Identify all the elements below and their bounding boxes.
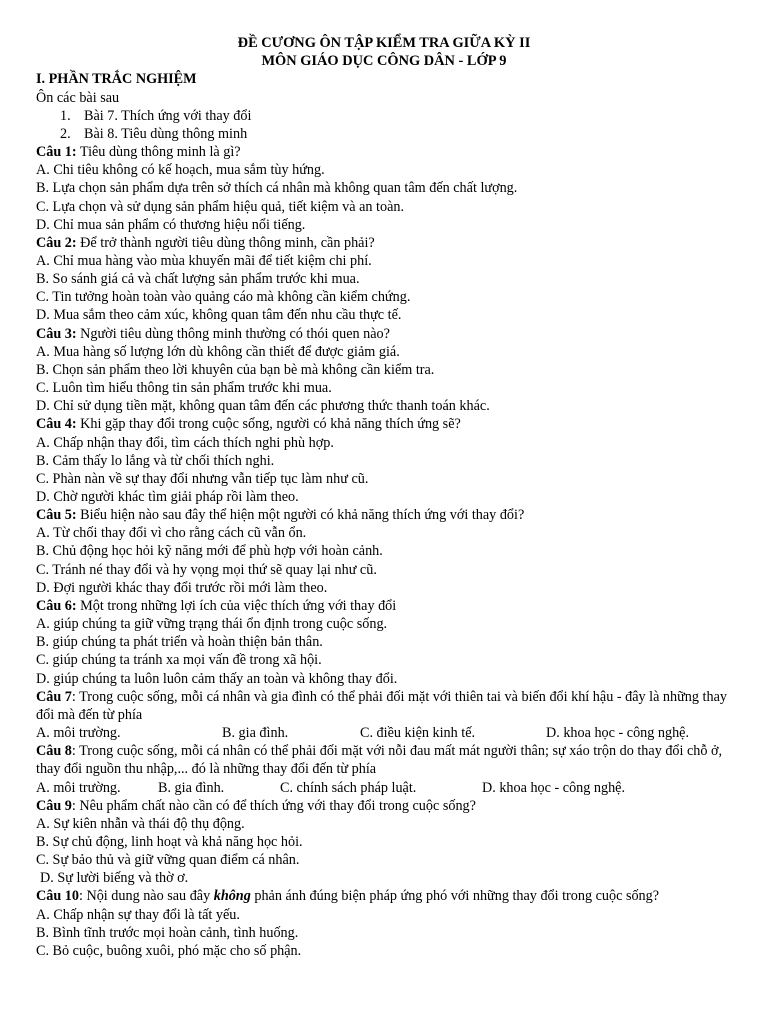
title-line-1: ĐỀ CƯƠNG ÔN TẬP KIỂM TRA GIỮA KỲ II	[237, 35, 531, 51]
q1-option-b: B. Lựa chọn sản phẩm dựa trên sở thích cá nhân mà không quan tâm đến chất lượng.	[36, 180, 518, 197]
q4-option-b: B. Cảm thấy lo lắng và từ chối thích nghi.	[36, 452, 275, 469]
q7-option-b: B. gia đình.	[222, 725, 289, 742]
q2-option-a: A. Chỉ mua hàng vào mùa khuyến mãi để tiết kiệm chi phí.	[36, 252, 372, 269]
q3-option-c: C. Luôn tìm hiểu thông tin sản phẩm trước khi mua.	[36, 380, 332, 397]
q10-option-b: B. Bình tĩnh trước mọi hoàn cảnh, tình huống.	[36, 924, 299, 941]
q4-option-c: C. Phàn nàn về sự thay đổi nhưng vẫn tiếp tục làm như cũ.	[36, 470, 369, 487]
q8-option-a: A. môi trường.	[36, 779, 121, 796]
question-4: Câu 4: Khi gặp thay đổi trong cuộc sống, người có khả năng thích ứng sẽ?	[36, 416, 461, 433]
q7-option-c: C. điều kiện kinh tế.	[360, 725, 476, 742]
q8-option-b: B. gia đình.	[158, 779, 225, 796]
q6-option-a: A. giúp chúng ta giữ vững trạng thái ổn định trong cuộc sống.	[36, 616, 388, 633]
q8-option-d: D. khoa học - công nghệ.	[482, 779, 626, 796]
q5-option-b: B. Chủ động học hỏi kỹ năng mới để phù hợp với hoàn cảnh.	[36, 543, 383, 560]
intro-text: Ôn các bài sau	[36, 89, 120, 106]
q5-option-a: A. Từ chối thay đổi vì cho rằng cách cũ vẫn ổn.	[36, 525, 307, 542]
q7-options	[36, 724, 732, 742]
q3-option-d: D. Chỉ sử dụng tiền mặt, không quan tâm đến các phương thức thanh toán khác.	[36, 398, 490, 415]
question-7: Câu 7: Trong cuộc sống, mỗi cá nhân và gia đình có thể phải đối mặt với thiên tai và biến đổi khí hậu - đây là những thay đổi mà đến từ phía	[36, 688, 727, 723]
q5-option-c: C. Tránh né thay đổi và hy vọng mọi thứ sẽ quay lại như cũ.	[36, 561, 377, 578]
q10-option-c: C. Bỏ cuộc, buông xuôi, phó mặc cho số phận.	[36, 942, 302, 959]
q2-option-b: B. So sánh giá cả và chất lượng sản phẩm trước khi mua.	[36, 271, 360, 288]
q1-option-d: D. Chỉ mua sản phẩm có thương hiệu nổi tiếng.	[36, 216, 306, 233]
q1-option-c: C. Lựa chọn và sử dụng sản phẩm hiệu quả, tiết kiệm và an toàn.	[36, 198, 405, 215]
question-2: Câu 2: Để trở thành người tiêu dùng thông minh, cần phải?	[36, 234, 375, 251]
q4-option-d: D. Chờ người khác tìm giải pháp rồi làm theo.	[36, 489, 299, 505]
lesson-item: 2. Bài 8. Tiêu dùng thông minh	[60, 125, 248, 142]
question-9: Câu 9: Nêu phẩm chất nào cần có để thích ứng với thay đổi trong cuộc sống?	[36, 797, 476, 814]
question-3: Câu 3: Người tiêu dùng thông minh thường có thói quen nào?	[36, 325, 390, 342]
q5-option-d: D. Đợi người khác thay đổi trước rồi mới làm theo.	[36, 579, 328, 596]
q9-option-c: C. Sự bảo thủ và giữ vững quan điểm cá nhân.	[36, 852, 300, 869]
emphasis-word: không	[213, 888, 251, 905]
document-body	[36, 34, 732, 960]
title-line-2: MÔN GIÁO DỤC CÔNG DÂN - LỚP 9	[261, 53, 507, 70]
q2-option-c: C. Tin tưởng hoàn toàn vào quảng cáo mà không cần kiểm chứng.	[36, 289, 411, 306]
question-8: Câu 8: Trong cuộc sống, mỗi cá nhân có thể phải đối mặt với nỗi đau mất mát người thân; sự xáo trộn do thay đổi chỗ ở, thay đổi nguồn thu nhập,... đó là những thay đổi đến từ phía	[36, 743, 723, 778]
q6-option-d: D. giúp chúng ta luôn luôn cảm thấy an toàn và không thay đổi.	[36, 670, 398, 687]
q8-option-c: C. chính sách pháp luật.	[280, 779, 417, 796]
q6-option-b: B. giúp chúng ta phát triển và hoàn thiện bản thân.	[36, 634, 323, 651]
q10-option-a: A. Chấp nhận sự thay đổi là tất yếu.	[36, 906, 240, 923]
section-heading: I. PHẦN TRẮC NGHIỆM	[36, 71, 197, 88]
question-5: Câu 5: Biểu hiện nào sau đây thể hiện một người có khả năng thích ứng với thay đổi?	[36, 507, 525, 524]
q7-option-d: D. khoa học - công nghệ.	[546, 725, 690, 742]
q1-option-a: A. Chi tiêu không có kế hoạch, mua sắm tùy hứng.	[36, 162, 325, 179]
question-10: Câu 10: Nội dung nào sau đây không phản ánh đúng biện pháp ứng phó với những thay đổi trong cuộc sống?	[36, 888, 660, 905]
q4-option-a: A. Chấp nhận thay đổi, tìm cách thích nghi phù hợp.	[36, 434, 334, 451]
q7-option-a: A. môi trường.	[36, 725, 121, 742]
q9-option-b: B. Sự chủ động, linh hoạt và khả năng học hỏi.	[36, 833, 303, 850]
q2-option-d: D. Mua sắm theo cảm xúc, không quan tâm đến nhu cầu thực tế.	[36, 307, 402, 324]
lesson-item: 1. Bài 7. Thích ứng với thay đổi	[60, 107, 252, 124]
question-6: Câu 6: Một trong những lợi ích của việc thích ứng với thay đổi	[36, 597, 397, 614]
q6-option-c: C. giúp chúng ta tránh xa mọi vấn đề trong xã hội.	[36, 652, 322, 669]
question-1: Câu 1: Tiêu dùng thông minh là gì?	[36, 144, 241, 161]
q3-option-b: B. Chọn sản phẩm theo lời khuyên của bạn bè mà không cần kiểm tra.	[36, 361, 435, 378]
q8-options	[36, 779, 732, 797]
q9-option-a: A. Sự kiên nhẫn và thái độ thụ động.	[36, 815, 245, 832]
q9-option-d: D. Sự lười biếng và thờ ơ.	[40, 870, 189, 887]
q3-option-a: A. Mua hàng số lượng lớn dù không cần thiết để được giảm giá.	[36, 343, 400, 360]
